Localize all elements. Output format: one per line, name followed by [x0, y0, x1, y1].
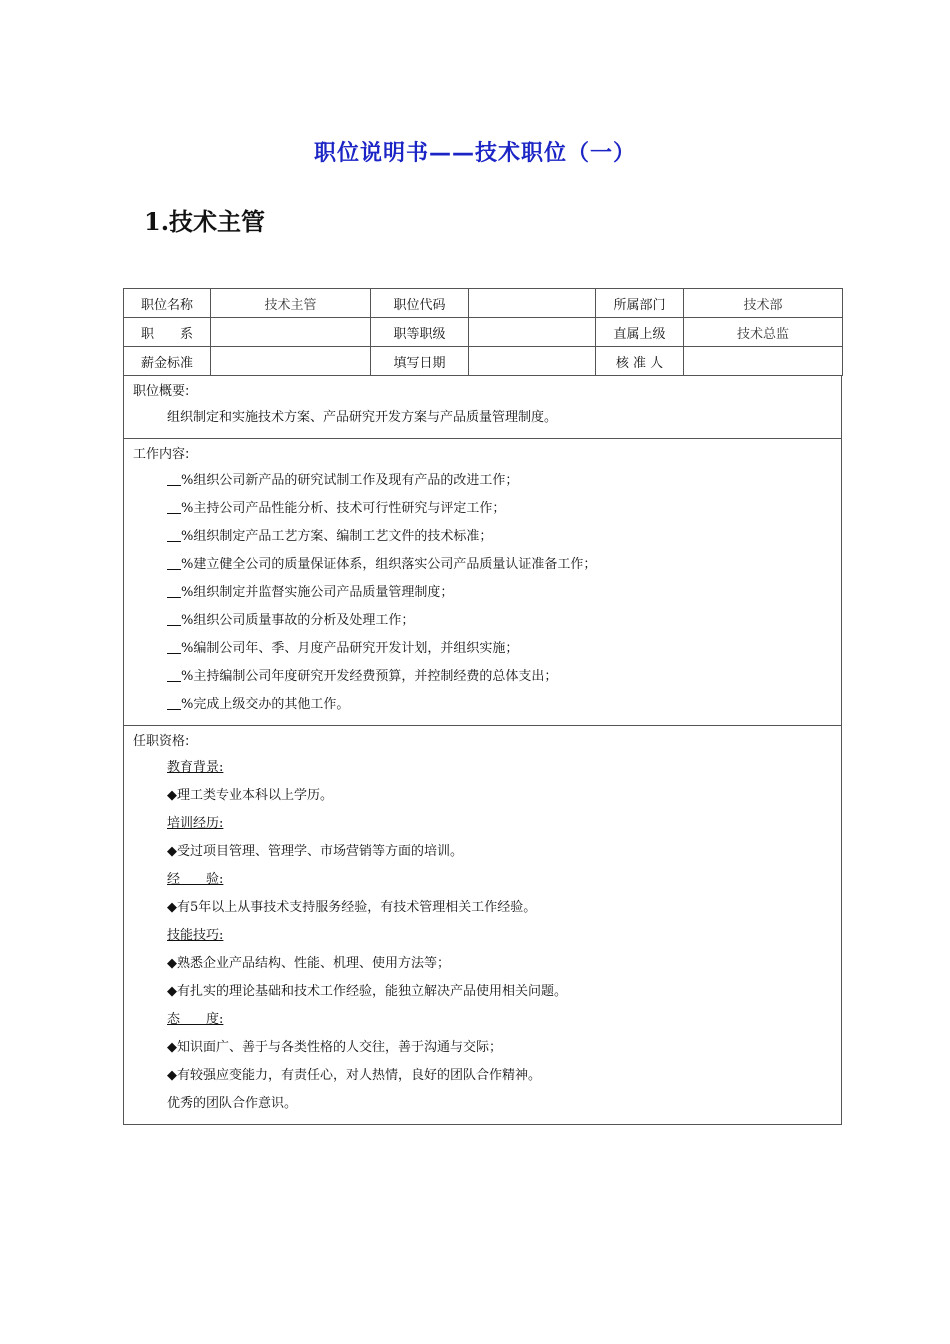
label-grade: 职等职级 — [371, 318, 469, 347]
summary-text: 组织制定和实施技术方案、产品研究开发方案与产品质量管理制度。 — [167, 410, 558, 425]
qualifications-section — [123, 726, 842, 1125]
table-row — [124, 347, 843, 376]
skills-text-1: ◆熟悉企业产品结构、性能、机理、使用方法等； — [167, 956, 450, 971]
document-title: 职位说明书——技术职位（一） — [313, 141, 636, 166]
list-item: %编制公司年、季、月度产品研究开发计划，并组织实施； — [124, 635, 841, 663]
blank-underline — [167, 667, 181, 682]
blank-underline — [167, 639, 181, 654]
value-approver — [684, 347, 843, 376]
blank-underline — [167, 527, 181, 542]
label-job-family: 职 系 — [124, 318, 211, 347]
list-item: %建立健全公司的质量保证体系，组织落实公司产品质量认证准备工作； — [124, 551, 841, 579]
training-label: 培训经历: — [167, 816, 224, 831]
blank-underline — [167, 583, 181, 598]
blank-underline — [167, 499, 181, 514]
experience-label: 经 验: — [167, 872, 224, 887]
label-supervisor: 直属上级 — [596, 318, 684, 347]
summary-section — [123, 376, 842, 439]
value-department: 技术部 — [684, 289, 843, 318]
list-item: %完成上级交办的其他工作。 — [124, 691, 841, 719]
qualifications-title: 任职资格: — [133, 734, 190, 749]
attitude-text-1: ◆知识面广、善于与各类性格的人交往，善于沟通与交际； — [167, 1040, 502, 1055]
value-supervisor: 技术总监 — [684, 318, 843, 347]
header-table — [123, 288, 843, 376]
value-grade — [469, 318, 596, 347]
blank-underline — [167, 611, 181, 626]
duties-section — [123, 439, 842, 726]
education-text: ◆理工类专业本科以上学历。 — [167, 788, 333, 803]
list-item: %主持编制公司年度研究开发经费预算，并控制经费的总体支出； — [124, 663, 841, 691]
value-position-name: 技术主管 — [211, 289, 371, 318]
attitude-text-2: ◆有较强应变能力，有责任心，对人热情，良好的团队合作精神。 — [167, 1068, 541, 1083]
education-label: 教育背景: — [167, 760, 224, 775]
blank-underline — [167, 471, 181, 486]
summary-title: 职位概要: — [133, 384, 190, 399]
table-row — [124, 318, 843, 347]
table-row — [124, 289, 843, 318]
list-item: %组织公司质量事故的分析及处理工作； — [124, 607, 841, 635]
attitude-text-3: 优秀的团队合作意识。 — [167, 1096, 298, 1111]
blank-underline — [167, 695, 181, 710]
section-heading: 1.技术主管 — [144, 207, 266, 236]
list-item: %主持公司产品性能分析、技术可行性研究与评定工作； — [124, 495, 841, 523]
value-position-code — [469, 289, 596, 318]
label-salary: 薪金标准 — [124, 347, 211, 376]
value-job-family — [211, 318, 371, 347]
attitude-label: 态 度: — [167, 1012, 224, 1027]
list-item: %组织制定产品工艺方案、编制工艺文件的技术标准； — [124, 523, 841, 551]
skills-text-2: ◆有扎实的理论基础和技术工作经验，能独立解决产品使用相关问题。 — [167, 984, 567, 999]
job-description-form — [123, 288, 842, 1125]
value-salary — [211, 347, 371, 376]
label-approver: 核 准 人 — [596, 347, 684, 376]
label-position-name: 职位名称 — [124, 289, 211, 318]
value-fill-date — [469, 347, 596, 376]
label-department: 所属部门 — [596, 289, 684, 318]
skills-label: 技能技巧: — [167, 928, 224, 943]
list-item: %组织公司新产品的研究试制工作及现有产品的改进工作； — [124, 467, 841, 495]
label-fill-date: 填写日期 — [371, 347, 469, 376]
list-item: %组织制定并监督实施公司产品质量管理制度； — [124, 579, 841, 607]
duties-title: 工作内容: — [133, 447, 190, 462]
blank-underline — [167, 555, 181, 570]
label-position-code: 职位代码 — [371, 289, 469, 318]
training-text: ◆受过项目管理、管理学、市场营销等方面的培训。 — [167, 844, 463, 859]
experience-text: ◆有5年以上从事技术支持服务经验，有技术管理相关工作经验。 — [167, 900, 537, 915]
